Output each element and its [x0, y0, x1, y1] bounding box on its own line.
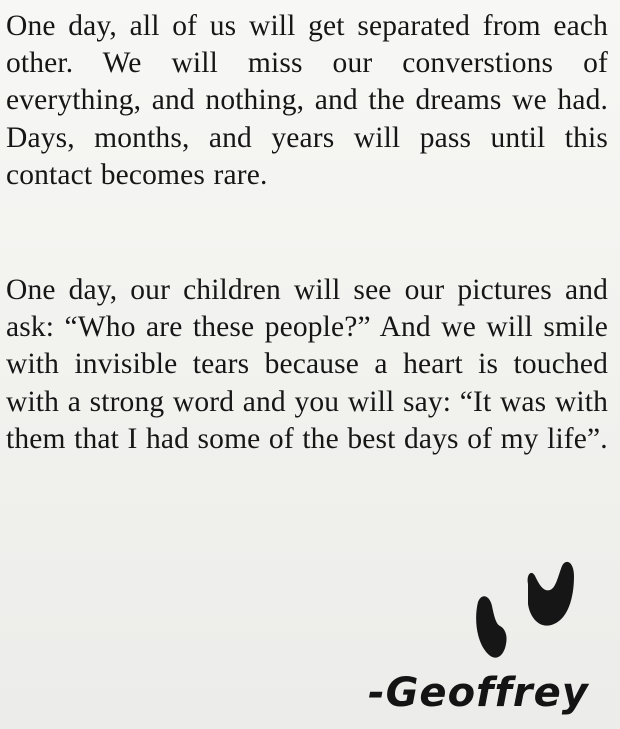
- paragraph-one: One day, all of us will get separated from each other. We will miss our converstions of everything, and nothing, and the dreams we had. Days, months, and years will pass until this contact becomes rare.: [6, 10, 608, 191]
- footprints-logo-icon: [470, 556, 580, 666]
- paragraph-two: One day, our children will see our pictures and ask: “Who are these people?” And we will smile with invisible tears because a heart is touched with a strong word and you will say: “It was with them that I had some of the best days of my life”.: [6, 274, 608, 455]
- left-print-shape: [476, 596, 506, 657]
- signature: -Geoffrey: [368, 670, 589, 716]
- right-print-shape: [528, 562, 574, 626]
